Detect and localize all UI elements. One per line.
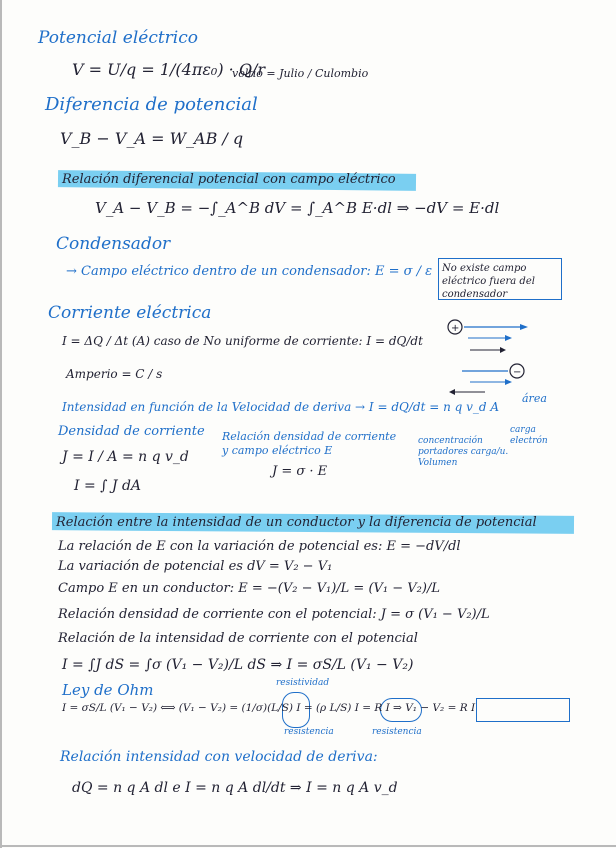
relacion-densidad-potencial: Relación densidad de corriente con el potencial: J = σ (V₁ − V₂)/L	[58, 607, 490, 622]
resistividad-label: resistividad	[276, 678, 330, 688]
equation-densidad-integral: I = ∫ J dA	[74, 478, 142, 494]
carga-electron-note: carga electrón	[510, 425, 548, 446]
equation-corriente: I = ΔQ / Δt (A) caso de No uniforme de corriente: I = dQ/dt	[62, 334, 423, 348]
heading-densidad: Densidad de corriente	[58, 424, 205, 439]
svg-text:−: −	[513, 367, 522, 378]
heading-potencial-electrico: Potencial eléctrico	[38, 28, 198, 48]
heading-condensador: Condensador	[56, 234, 171, 254]
area-label: área	[522, 392, 547, 405]
relacion-intensidad-potencial: Relación de la intensidad de corriente con el potencial	[58, 631, 418, 646]
heading-ley-ohm: Ley de Ohm	[62, 681, 154, 699]
equation-j-sigma: J = σ · E	[272, 464, 328, 479]
condensador-note: No existe campo eléctrico fuera del condensador	[442, 263, 535, 300]
volt-note: voltio = Julio / Culombio	[232, 67, 369, 80]
heading-diferencia-potencial: Diferencia de potencial	[45, 94, 258, 115]
ohm-result-box	[476, 698, 570, 722]
equation-integral: I = ∫J dS = ∫σ (V₁ − V₂)/L dS ⇒ I = σS/L (V₁ − V₂)	[62, 657, 414, 673]
resistencia-label-2: resistencia	[372, 727, 422, 737]
equation-densidad: J = I / A = n q v_d	[62, 449, 189, 465]
equation-ohm: I = σS/L (V₁ − V₂) ⟺ (V₁ − V₂) = (1/σ)(L/S) I = (ρ L/S) I = R I ⇒ V₁ − V₂ = R I	[62, 702, 476, 714]
variacion-e: La relación de E con la variación de potencial es: E = −dV/dl	[58, 539, 461, 554]
highlight-text-relacion-campo: Relación diferencial potencial con campo eléctrico	[62, 172, 396, 187]
condensador-text: → Campo eléctrico dentro de un condensador: E = σ / ε	[66, 264, 433, 279]
amperio-definition: Amperio = C / s	[66, 367, 163, 381]
resistencia-label-1: resistencia	[284, 727, 334, 737]
campo-conductor: Campo E en un conductor: E = −(V₂ − V₁)/L = (V₁ − V₂)/L	[58, 581, 440, 596]
equation-potencial: V = U/q = 1/(4πε₀) · Q/r	[72, 60, 265, 79]
equation-final: dQ = n q A dl e I = n q A dl/dt ⇒ I = n q A v_d	[72, 780, 398, 796]
heading-corriente-electrica: Corriente eléctrica	[48, 303, 212, 323]
highlight-text-relacion-intensidad: Relación entre la intensidad de un conductor y la diferencia de potencial	[56, 515, 537, 530]
relacion-densidad-campo: Relación densidad de corriente y campo eléctrico E	[222, 430, 397, 457]
heading-relacion-velocidad: Relación intensidad con velocidad de deriva:	[60, 749, 378, 765]
variacion-potencial: La variación de potencial es dV = V₂ − V₁	[58, 559, 333, 574]
intensidad-deriva: Intensidad en función de la Velocidad de deriva → I = dQ/dt = n q v_d A	[62, 400, 500, 414]
equation-diferencia: V_B − V_A = W_AB / q	[60, 129, 244, 148]
svg-text:+: +	[451, 323, 460, 334]
equation-campo: V_A − V_B = −∫_A^B dV = ∫_A^B E·dl ⇒ −dV = E·dl	[95, 199, 500, 217]
concentracion-note: concentración portadores carga/u. Volumen	[418, 436, 509, 468]
